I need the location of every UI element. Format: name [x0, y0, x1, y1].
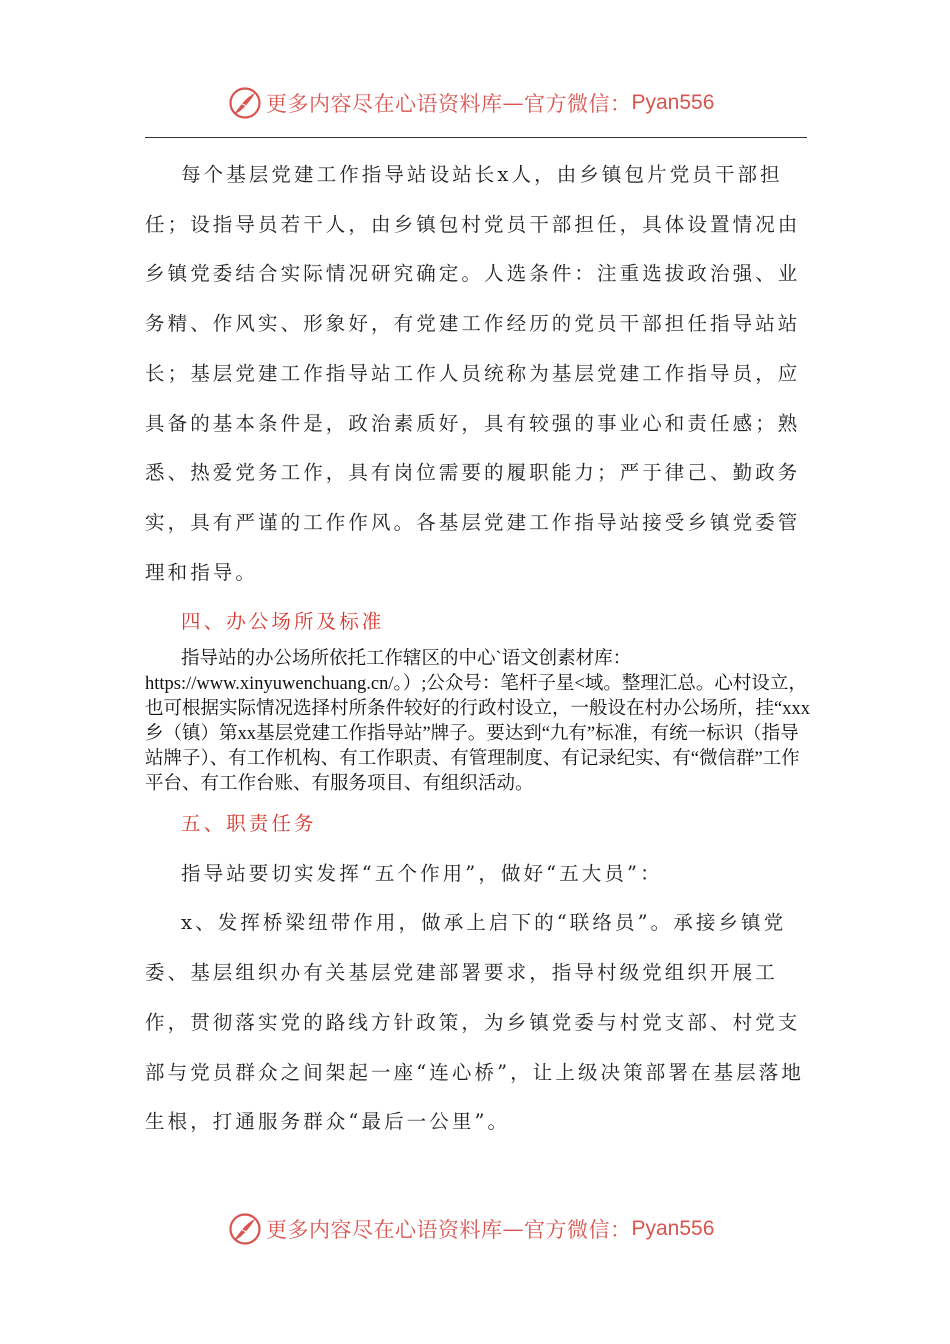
footer-brand-dash: —	[502, 1217, 524, 1241]
footer-brand	[228, 1212, 714, 1246]
section-heading-office: 四、办公场所及标准	[181, 610, 385, 634]
header-wechat-label: 官方微信：	[524, 92, 632, 116]
paragraph-liaison-role: x、发挥桥梁纽带作用，做承上启下的“联络员”。承接乡镇党委、基层组织办有关基层党建部署要求，指导村级党组织开展工作，贯彻落实党的路线方针政策，为乡镇党委与村党支部、村党支部与党员群众之间架起一座“连心桥”，让上级决策部署在基层落地生根，打通服务群众“最后一公里”。	[145, 911, 804, 1134]
header-brand-text: 更多内容尽在心语资料库	[266, 92, 503, 116]
header-brand	[228, 86, 714, 120]
page-footer	[0, 1210, 950, 1250]
paragraph-duties-intro: 指导站要切实发挥“五个作用”，做好“五大员”：	[181, 861, 663, 885]
footer-wechat-label: 官方微信：	[524, 1218, 632, 1242]
quill-logo-icon	[228, 1212, 262, 1246]
paragraph-station-staffing: 每个基层党建工作指导站设站长x人，由乡镇包片党员干部担任；设指导员若干人，由乡镇包村党员干部担任，具体设置情况由乡镇党委结合实际情况研究确定。人选条件：注重选拔政治强、业务精、作风实、形象好，有党建工作经历的党员干部担任指导站站长；基层党建工作指导站工作人员统称为基层党建工作指导员，应具备的基本条件是，政治素质好，具有较强的事业心和责任感；熟悉、热爱党务工作，具有岗位需要的履职能力；严于律己、勤政务实，具有严谨的工作作风。各基层党建工作指导站接受乡镇党委管理和指导。	[145, 163, 801, 584]
header-divider	[145, 137, 807, 138]
footer-wechat-id: Pyan556	[631, 1217, 715, 1240]
header-brand-dash: —	[502, 91, 524, 115]
footer-brand-text: 更多内容尽在心语资料库	[266, 1218, 503, 1242]
page-header	[0, 84, 950, 124]
paragraph-office-standard: 指导站的办公场所依托工作辖区的中心`语文创素材库：https://www.xinyuwenchuang.cn/。）;公众号：笔杆子星<域。整理汇总。心村设立，也可根据实际情况选择村所条件较好的行政村设立，一般设在村办公场所，挂“xxx乡（镇）第xx基层党建工作指导站”牌子。要达到“九有”标准，有统一标识（指导站牌子）、有工作机构、有工作职责、有管理制度、有记录纪实、有“微信群”工作平台、有工作台账、有服务项目、有组织活动。	[145, 649, 810, 795]
header-wechat-id: Pyan556	[631, 91, 715, 114]
quill-logo-icon	[228, 86, 262, 120]
section-heading-duties: 五、职责任务	[181, 812, 317, 836]
document-body	[145, 150, 815, 1147]
paragraph-office-wrap	[145, 647, 815, 799]
